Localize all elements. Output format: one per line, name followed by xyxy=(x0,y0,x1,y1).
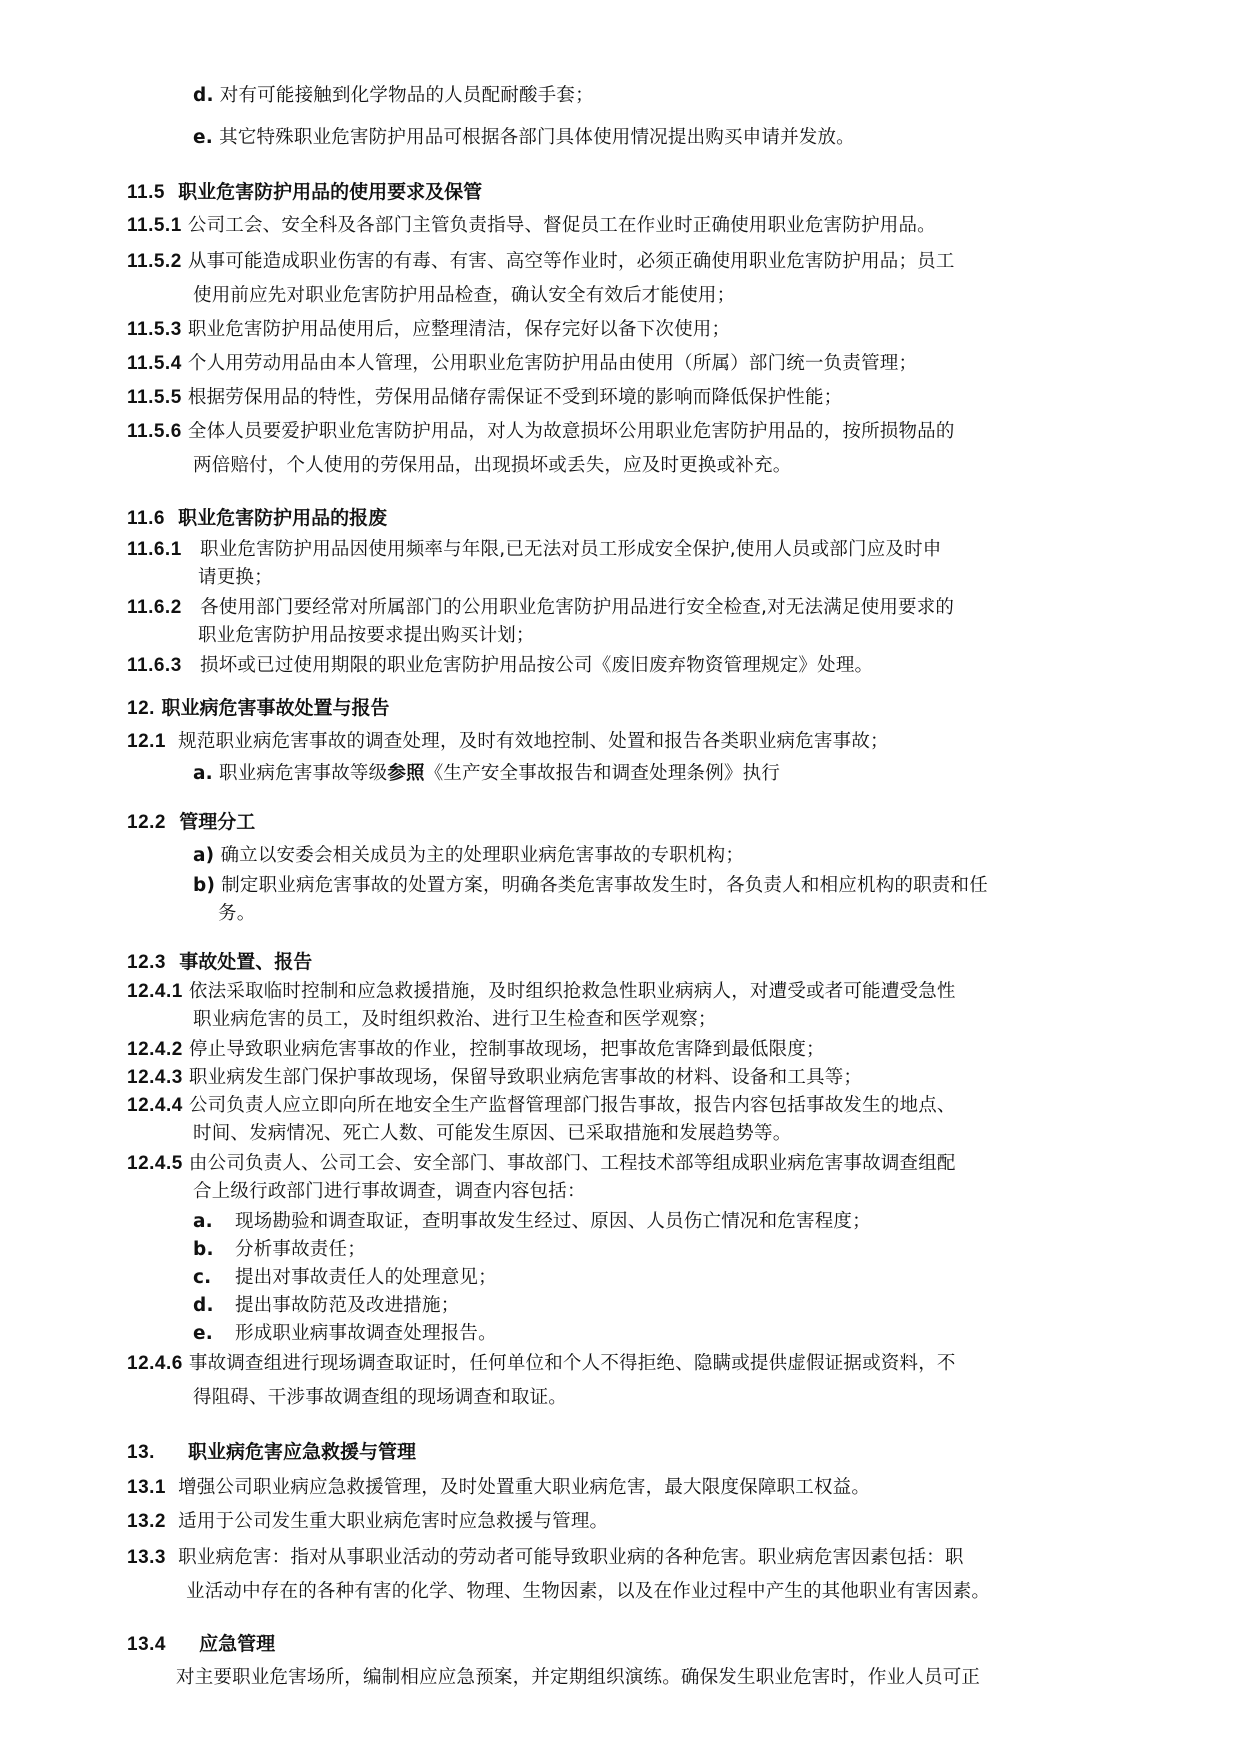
sub-item-d xyxy=(193,1294,459,1318)
clause-11-5-3 xyxy=(127,318,730,342)
clause-12-4-3 xyxy=(127,1066,862,1090)
clause-11-6-1 xyxy=(127,538,942,562)
clause-number: 11.5.6 xyxy=(127,421,182,442)
section-title: 事故处置、报告 xyxy=(179,951,313,973)
clause-number: 12.1 xyxy=(127,731,166,752)
clause-12-4-6-cont: 得阻碍、干涉事故调查组的现场调查和取证。 xyxy=(193,1387,568,1408)
clause-11-5-6-cont: 两倍赔付，个人使用的劳保用品，出现损坏或丢失，应及时更换或补充。 xyxy=(193,455,792,476)
clause-number: 12.4.3 xyxy=(127,1067,183,1088)
section-number: 12.3 xyxy=(127,952,166,973)
clause-text: 职业危害防护用品使用后，应整理清洁，保存完好以备下次使用； xyxy=(187,319,731,340)
clause-number: 12.4.5 xyxy=(127,1153,183,1174)
clause-number: 11.5.5 xyxy=(127,387,182,408)
list-marker: e. xyxy=(193,1323,213,1344)
clause-number: 11.6.1 xyxy=(127,539,182,560)
clause-text: 依法采取临时控制和应急救援措施，及时组织抢救急性职业病病人，对遭受或者可能遭受急性 xyxy=(188,981,956,1002)
clause-text: 个人用劳动用品由本人管理，公用职业危害防护用品由使用（所属）部门统一负责管理； xyxy=(187,353,918,374)
sub-item-c xyxy=(193,1266,497,1290)
clause-11-5-4 xyxy=(127,352,917,376)
clause-number: 12.4.4 xyxy=(127,1095,183,1116)
list-text-bold: 参照 xyxy=(387,763,425,784)
list-marker: b) xyxy=(193,875,216,896)
clause-number: 11.5.4 xyxy=(127,353,182,374)
clause-11-6-2-cont: 职业危害防护用品按要求提出购买计划； xyxy=(198,625,535,646)
sub-item-e xyxy=(193,1322,497,1346)
clause-text: 适用于公司发生重大职业病危害时应急救援与管理。 xyxy=(178,1511,609,1532)
clause-number: 13.2 xyxy=(127,1511,166,1532)
section-heading-12-2 xyxy=(127,810,255,835)
section-title: 管理分工 xyxy=(179,811,256,833)
section-heading-11-6 xyxy=(127,506,387,531)
section-number: 11.6 xyxy=(127,508,165,529)
list-marker: d. xyxy=(193,85,214,106)
section-number: 12. xyxy=(127,698,155,719)
clause-number: 12.4.2 xyxy=(127,1039,183,1060)
clause-number: 11.6.3 xyxy=(127,655,182,676)
clause-11-6-1-cont: 请更换； xyxy=(198,567,273,588)
list-text: 其它特殊职业危害防护用品可根据各部门具体使用情况提出购买申请并发放。 xyxy=(219,127,855,148)
clause-11-5-2-cont: 使用前应先对职业危害防护用品检查，确认安全有效后才能使用； xyxy=(193,285,736,306)
section-number: 13. xyxy=(127,1442,155,1463)
list-text: 现场勘验和调查取证，查明事故发生经过、原因、人员伤亡情况和危害程度； xyxy=(235,1211,871,1232)
section-number: 12.2 xyxy=(127,812,166,833)
list-text: 确立以安委会相关成员为主的处理职业病危害事故的专职机构； xyxy=(220,845,745,866)
clause-11-5-1 xyxy=(127,214,936,238)
clause-number: 11.5.2 xyxy=(127,251,182,272)
clause-12-4-2 xyxy=(127,1038,825,1062)
section-heading-11-5 xyxy=(127,180,482,205)
clause-text: 各使用部门要经常对所属部门的公用职业危害防护用品进行安全检查,对无法满足使用要求的 xyxy=(200,597,955,618)
clause-12-4-5 xyxy=(127,1152,956,1176)
clause-text: 事故调查组进行现场调查取证时，任何单位和个人不得拒绝、隐瞒或提供虚假证据或资料，不 xyxy=(188,1353,956,1374)
list-marker: a) xyxy=(193,845,215,866)
list-text: 《生产安全事故报告和调查处理条例》执行 xyxy=(424,763,781,784)
section-title: 职业危害防护用品的使用要求及保管 xyxy=(178,181,483,203)
section-title: 职业病危害应急救援与管理 xyxy=(188,1441,417,1463)
list-text: 分析事故责任； xyxy=(235,1239,366,1260)
clause-12-2-b-cont: 务。 xyxy=(218,903,256,924)
clause-12-2-b xyxy=(193,874,988,898)
list-marker: c. xyxy=(193,1267,212,1288)
clause-number: 12.4.6 xyxy=(127,1353,183,1374)
sub-item-b xyxy=(193,1238,366,1262)
clause-text: 根据劳保用品的特性，劳保用品储存需保证不受到环境的影响而降低保护性能； xyxy=(187,387,843,408)
section-title: 职业病危害事故处置与报告 xyxy=(161,697,390,719)
clause-13-3-cont: 业活动中存在的各种有害的化学、物理、生物因素，以及在作业过程中产生的其他职业有害因素。 xyxy=(186,1581,991,1602)
section-heading-13-4 xyxy=(127,1632,275,1657)
list-marker: e. xyxy=(193,127,213,148)
section-number: 11.5 xyxy=(127,182,165,203)
section-title: 应急管理 xyxy=(199,1633,276,1655)
clause-13-4-text: 对主要职业危害场所，编制相应应急预案，并定期组织演练。确保发生职业危害时，作业人员可正 xyxy=(176,1667,981,1688)
clause-13-1 xyxy=(127,1476,870,1500)
list-marker: a. xyxy=(193,1211,213,1232)
list-marker: b. xyxy=(193,1239,214,1260)
clause-12-2-a xyxy=(193,844,744,868)
clause-text: 从事可能造成职业伤害的有毒、有害、高空等作业时，必须正确使用职业危害防护用品；员工 xyxy=(187,251,955,272)
clause-number: 13.1 xyxy=(127,1477,166,1498)
clause-11-6-2 xyxy=(127,596,954,620)
section-heading-12 xyxy=(127,696,390,721)
section-number: 13.4 xyxy=(127,1634,166,1655)
clause-number: 11.5.3 xyxy=(127,319,182,340)
clause-12-4-5-cont: 合上级行政部门进行事故调查，调查内容包括： xyxy=(193,1181,586,1202)
list-item-e xyxy=(193,126,855,150)
clause-text: 停止导致职业病危害事故的作业，控制事故现场，把事故危害降到最低限度； xyxy=(188,1039,825,1060)
clause-text: 职业危害防护用品因使用频率与年限,已无法对员工形成安全保护,使用人员或部门应及时申 xyxy=(200,539,942,560)
sub-item-a xyxy=(193,1210,871,1234)
clause-number: 11.5.1 xyxy=(127,215,182,236)
clause-13-3 xyxy=(127,1546,964,1570)
list-text: 制定职业病危害事故的处置方案，明确各类危害事故发生时，各负责人和相应机构的职责和任 xyxy=(221,875,988,896)
clause-11-6-3 xyxy=(127,654,873,678)
section-heading-12-3 xyxy=(127,950,312,975)
list-text: 职业病危害事故等级 xyxy=(219,763,388,784)
clause-11-5-2 xyxy=(127,250,955,274)
clause-12-4-4 xyxy=(127,1094,956,1118)
clause-12-1-a xyxy=(193,762,780,786)
clause-12-4-6 xyxy=(127,1352,956,1376)
clause-12-4-1-cont: 职业病危害的员工，及时组织救治、进行卫生检查和医学观察； xyxy=(193,1009,717,1030)
list-text: 形成职业病事故调查处理报告。 xyxy=(235,1323,497,1344)
clause-text: 损坏或已过使用期限的职业危害防护用品按公司《废旧废弃物资管理规定》处理。 xyxy=(200,655,874,676)
clause-11-5-6 xyxy=(127,420,955,444)
list-text: 提出事故防范及改进措施； xyxy=(235,1295,460,1316)
list-marker: a. xyxy=(193,763,213,784)
clause-text: 由公司负责人、公司工会、安全部门、事故部门、工程技术部等组成职业病危害事故调查组配 xyxy=(188,1153,956,1174)
list-text: 对有可能接触到化学物品的人员配耐酸手套； xyxy=(219,85,594,106)
clause-12-4-4-cont: 时间、发病情况、死亡人数、可能发生原因、已采取措施和发展趋势等。 xyxy=(193,1123,792,1144)
clause-text: 增强公司职业病应急救援管理，及时处置重大职业病危害，最大限度保障职工权益。 xyxy=(178,1477,871,1498)
clause-text: 职业病发生部门保护事故现场，保留导致职业病危害事故的材料、设备和工具等； xyxy=(188,1067,863,1088)
clause-text: 职业病危害：指对从事职业活动的劳动者可能导致职业病的各种危害。职业病危害因素包括：职 xyxy=(178,1547,964,1568)
clause-13-2 xyxy=(127,1510,608,1534)
clause-12-4-1 xyxy=(127,980,956,1004)
clause-text: 全体人员要爱护职业危害防护用品，对人为故意损坏公用职业危害防护用品的，按所损物品的 xyxy=(187,421,955,442)
list-text: 提出对事故责任人的处理意见； xyxy=(235,1267,497,1288)
clause-text: 公司工会、安全科及各部门主管负责指导、督促员工在作业时正确使用职业危害防护用品。 xyxy=(187,215,936,236)
clause-11-5-5 xyxy=(127,386,842,410)
clause-12-1 xyxy=(127,730,889,754)
list-marker: d. xyxy=(193,1295,214,1316)
clause-number: 12.4.1 xyxy=(127,981,183,1002)
section-title: 职业危害防护用品的报废 xyxy=(178,507,388,529)
clause-number: 13.3 xyxy=(127,1547,166,1568)
section-heading-13 xyxy=(127,1440,416,1465)
clause-text: 规范职业病危害事故的调查处理，及时有效地控制、处置和报告各类职业病危害事故； xyxy=(178,731,889,752)
clause-text: 公司负责人应立即向所在地安全生产监督管理部门报告事故，报告内容包括事故发生的地点、 xyxy=(188,1095,956,1116)
clause-number: 11.6.2 xyxy=(127,597,182,618)
list-item-d xyxy=(193,84,594,108)
